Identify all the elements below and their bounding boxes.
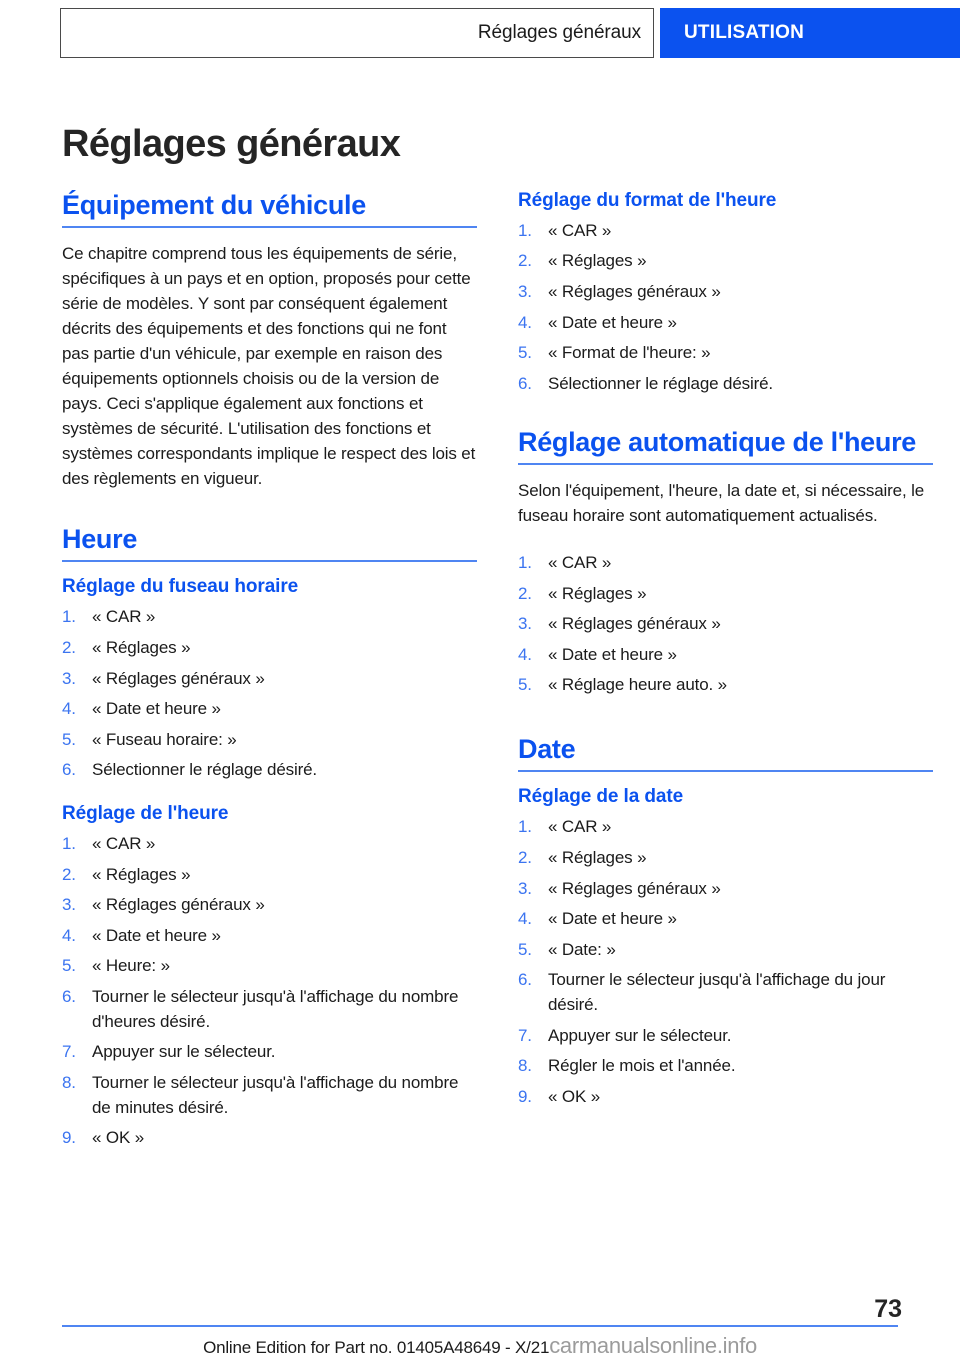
section-tab: [660, 8, 960, 58]
breadcrumb-label: Réglages généraux: [477, 22, 641, 43]
list-item: [518, 643, 933, 668]
list-item: [62, 1071, 477, 1120]
step-text: « CAR »: [548, 220, 612, 240]
list-item: [62, 863, 477, 888]
list-item: [518, 612, 933, 637]
spacer: [518, 403, 933, 427]
step-text: « Réglages »: [548, 251, 647, 271]
list-item: [518, 551, 933, 576]
heading-date: Date: [518, 734, 933, 772]
step-number: 5.: [62, 729, 76, 749]
list-item: [518, 673, 933, 698]
step-number: 8.: [518, 1056, 532, 1076]
step-number: 1.: [518, 220, 532, 240]
steps-reglage-de-la-date: [518, 815, 933, 1109]
heading-reglage-automatique-de-l-heure: Réglage automatique de l'heure: [518, 427, 933, 465]
list-item: [518, 938, 933, 963]
list-item: [62, 832, 477, 857]
step-text: « OK »: [548, 1087, 601, 1106]
list-item: [518, 249, 933, 274]
heading-reglage-de-l-heure: Réglage de l'heure: [62, 803, 229, 825]
list-item: [518, 341, 933, 366]
footer-watermark: carmanualsonline.info: [549, 1333, 757, 1358]
step-text: « Réglages »: [548, 583, 647, 603]
step-number: 3.: [62, 668, 76, 688]
step-text: « Réglage heure auto. »: [548, 675, 727, 695]
step-text: « Réglages généraux »: [92, 668, 265, 688]
step-number: 5.: [518, 675, 532, 695]
footer: [0, 1333, 960, 1359]
list-item: [518, 1085, 933, 1110]
step-number: 2.: [518, 847, 532, 867]
step-number: 7.: [62, 1042, 76, 1062]
footer-edition-text: Online Edition for Part no. 01405A48649 - X/21: [203, 1338, 550, 1357]
step-text: « CAR »: [548, 817, 612, 837]
step-text: « Réglages généraux »: [548, 282, 721, 302]
step-text: Sélectionner le réglage désiré.: [548, 374, 773, 393]
spacer: [518, 537, 933, 551]
step-text: « Date et heure »: [548, 644, 677, 664]
heading-reglage-du-fuseau-horaire: Réglage du fuseau horaire: [62, 576, 299, 598]
step-text: « OK »: [92, 1128, 145, 1148]
list-item: [518, 907, 933, 932]
step-text: Appuyer sur le sélecteur.: [548, 1025, 732, 1045]
list-item: [518, 1024, 933, 1049]
list-item: [518, 968, 933, 1017]
spacer: [518, 704, 933, 734]
step-text: « Réglages »: [92, 637, 191, 657]
list-item: [62, 1126, 477, 1151]
step-number: 4.: [518, 909, 532, 929]
page-header: [60, 8, 960, 60]
list-item: [518, 372, 933, 397]
step-number: 4.: [518, 312, 532, 332]
step-text: « CAR »: [92, 607, 156, 627]
spacer: [62, 500, 477, 524]
step-number: 3.: [62, 895, 76, 915]
step-number: 6.: [62, 760, 76, 780]
step-text: « Date et heure »: [92, 925, 221, 945]
step-number: 6.: [518, 970, 532, 990]
page-title: Réglages généraux: [62, 123, 401, 166]
step-text: Tourner le sélecteur jusqu'à l'affichage du jour désiré.: [548, 970, 886, 1015]
step-number: 3.: [518, 614, 532, 634]
step-number: 4.: [62, 699, 76, 719]
step-number: 6.: [518, 374, 532, 393]
list-item: [518, 815, 933, 840]
step-text: « Date: »: [548, 939, 616, 959]
step-number: 2.: [62, 864, 76, 884]
step-number: 5.: [62, 956, 76, 976]
step-number: 4.: [518, 644, 532, 664]
list-item: [518, 846, 933, 871]
left-column: [62, 190, 477, 1157]
heading-heure: Heure: [62, 524, 477, 562]
list-item: [518, 280, 933, 305]
paragraph-reglage-automatique: Selon l'équipement, l'heure, la date et, si nécessaire, le fuseau horaire sont automatiquement actualisés.: [518, 480, 925, 525]
list-item: [62, 758, 477, 783]
heading-reglage-de-la-date: Réglage de la date: [518, 786, 684, 808]
step-number: 5.: [518, 343, 532, 363]
step-number: 3.: [518, 282, 532, 302]
step-number: 9.: [518, 1087, 532, 1106]
heading-reglage-du-format-de-l-heure: Réglage du format de l'heure: [518, 190, 777, 211]
steps-reglage-fuseau-horaire: [62, 605, 477, 783]
step-text: « Format de l'heure: »: [548, 343, 711, 363]
list-item: [62, 697, 477, 722]
step-number: 1.: [62, 607, 76, 627]
steps-reglage-format-heure: [518, 219, 933, 397]
step-number: 9.: [62, 1128, 76, 1148]
step-text: « CAR »: [548, 552, 612, 572]
step-text: « Réglages »: [548, 847, 647, 867]
step-text: « Réglages généraux »: [548, 614, 721, 634]
list-item: [62, 1040, 477, 1065]
list-item: [62, 667, 477, 692]
footer-divider: [62, 1325, 898, 1327]
step-text: « Réglages généraux »: [92, 895, 265, 915]
list-item: [62, 893, 477, 918]
step-text: Sélectionner le réglage désiré.: [92, 760, 317, 780]
step-text: « Heure: »: [92, 956, 170, 976]
list-item: [518, 582, 933, 607]
paragraph-equipement: Ce chapitre comprend tous les équipements de série, spécifiques à un pays et en option, proposés pour cette série de modèles. Y sont par conséquent également décrits des équipements et des fonctions qui ne font pas partie d'un véhicule, par exemple en raison des équipements optionnels choisis ou de la version de pays. Ceci s'applique également aux fonctions et systèmes de sécurité. L'utilisation des fonctions et systèmes correspondants implique le respect des lois et des règlements en vigueur.: [62, 244, 476, 489]
list-item: [62, 954, 477, 979]
section-tab-label: UTILISATION: [684, 22, 805, 43]
list-item: [62, 636, 477, 661]
step-number: 1.: [62, 833, 76, 853]
list-item: [518, 219, 933, 244]
step-text: « CAR »: [92, 833, 156, 853]
step-text: « Réglages généraux »: [548, 878, 721, 898]
step-text: Régler le mois et l'année.: [548, 1056, 736, 1076]
heading-equipement-du-vehicule: Équipement du véhicule: [62, 190, 477, 228]
list-item: [518, 1054, 933, 1079]
step-number: 8.: [62, 1073, 76, 1093]
step-text: « Date et heure »: [548, 312, 677, 332]
list-item: [62, 985, 477, 1034]
step-number: 1.: [518, 817, 532, 837]
list-item: [62, 924, 477, 949]
step-number: 4.: [62, 925, 76, 945]
spacer: [62, 789, 477, 803]
breadcrumb-tab: [60, 8, 654, 58]
step-number: 7.: [518, 1025, 532, 1045]
step-number: 2.: [62, 637, 76, 657]
step-text: « Date et heure »: [548, 909, 677, 929]
steps-reglage-de-l-heure: [62, 832, 477, 1151]
step-text: Tourner le sélecteur jusqu'à l'affichage du nombre de minutes désiré.: [92, 1073, 459, 1117]
step-number: 1.: [518, 552, 532, 572]
list-item: [518, 877, 933, 902]
page-number: 73: [874, 1295, 902, 1323]
step-text: « Fuseau horaire: »: [92, 729, 237, 749]
step-text: « Date et heure »: [92, 699, 221, 719]
list-item: [62, 605, 477, 630]
right-column: [518, 190, 933, 1116]
step-number: 6.: [62, 987, 76, 1007]
step-text: Appuyer sur le sélecteur.: [92, 1042, 276, 1062]
step-text: « Réglages »: [92, 864, 191, 884]
list-item: [62, 728, 477, 753]
steps-reglage-automatique: [518, 551, 933, 698]
step-text: Tourner le sélecteur jusqu'à l'affichage du nombre d'heures désiré.: [92, 987, 459, 1031]
step-number: 3.: [518, 878, 532, 898]
step-number: 2.: [518, 583, 532, 603]
step-number: 5.: [518, 939, 532, 959]
step-number: 2.: [518, 251, 532, 271]
list-item: [518, 311, 933, 336]
